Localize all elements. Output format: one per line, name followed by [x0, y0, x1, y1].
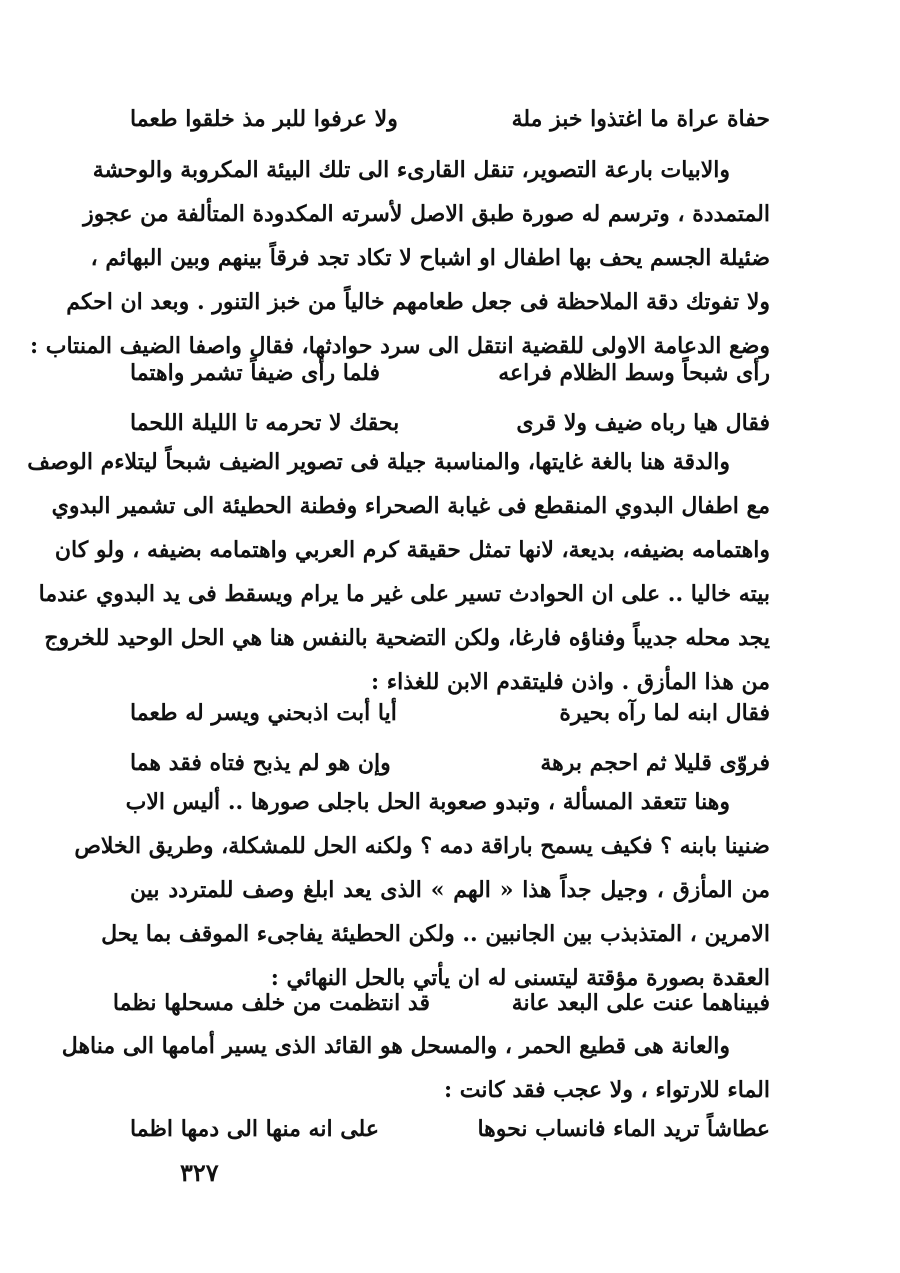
text-line: يجد محله جديباً وفناؤه فارغا، ولكن التضحية بالنفس هنا هي الحل الوحيد للخروج — [44, 625, 770, 651]
verse-block-thirst — [130, 1108, 770, 1158]
verse-second-hemistich: قد انتظمت من خلف مسحلها نظما — [112, 990, 430, 1016]
text-line: ولا تفوتك دقة الملاحظة فى جعل طعامهم خالياً من خبز التنور . وبعد ان احكم — [66, 289, 770, 315]
verse-second-hemistich: أيا أبت اذبحني ويسر له طعما — [130, 700, 397, 726]
verse-first-hemistich: فقال هيا رباه ضيف ولا قرى — [516, 410, 770, 436]
text-line: الامرين ، المتذبذب بين الجانبين .. ولكن الحطيئة يفاجىء الموقف بما يحل — [101, 921, 770, 947]
text-line: والابيات بارعة التصوير، تنقل القارىء الى تلك البيئة المكروبة والوحشة — [92, 157, 730, 183]
text-line: من المأزق ، وجيل جداً هذا « الهم » الذى يعد ابلغ وصف للمتردد بين — [130, 877, 770, 903]
text-line: واهتمامه بضيفه، بديعة، لانها تمثل حقيقة كرم العربي واهتمامه بضيفه ، ولو كان — [54, 537, 770, 563]
verse-first-hemistich: فروّى قليلا ثم احجم برهة — [540, 750, 770, 776]
verse-first-hemistich: عطاشاً تريد الماء فانساب نحوها — [477, 1116, 770, 1142]
verse-second-hemistich: على انه منها الى دمها اظما — [130, 1116, 379, 1142]
paragraph-commentary-3 — [74, 780, 770, 1000]
page-number: ٣٢٧ — [180, 1158, 219, 1187]
text-line: وضع الدعامة الاولى للقضية انتقل الى سرد حوادثها، فقال واصفا الضيف المنتاب : — [29, 333, 770, 359]
text-line: مع اطفال البدوي المنقطع فى غيابة الصحراء وفطنة الحطيئة الى تشمير البدوي — [51, 493, 770, 519]
text-line: بيته خاليا .. على ان الحوادث تسير على غير ما يرام ويسقط فى يد البدوي عندما — [38, 581, 770, 607]
verse-first-hemistich: حفاة عراة ما اغتذوا خبز ملة — [511, 106, 770, 132]
text-line: وهنا تتعقد المسألة ، وتبدو صعوبة الحل باجلى صورها .. أليس الاب — [125, 789, 730, 815]
verse-line — [130, 1108, 770, 1158]
verse-line — [130, 352, 770, 402]
paragraph-commentary-2 — [27, 440, 770, 704]
paragraph-commentary-1 — [29, 148, 770, 368]
text-line: ضئيلة الجسم يحف بها اطفال او اشباح لا تكاد تجد فرقاً بينهم وبين البهائم ، — [90, 245, 770, 271]
text-line: والعانة هى قطيع الحمر ، والمسحل هو القائد الذى يسير أمامها الى مناهل — [61, 1033, 730, 1059]
verse-first-hemistich: رأى شبحاً وسط الظلام فراعه — [498, 360, 770, 386]
verse-second-hemistich: ولا عرفوا للبر مذ خلقوا طعما — [130, 106, 398, 132]
verse-second-hemistich: فلما رأى ضيفاً تشمر واهتما — [130, 360, 380, 386]
verse-block-guest — [130, 352, 770, 452]
paragraph-commentary-4 — [61, 1024, 770, 1112]
verse-first-hemistich: فبيناهما عنت على البعد عانة — [511, 990, 770, 1016]
verse-second-hemistich: وإن هو لم يذبح فتاه فقد هما — [130, 750, 391, 776]
text-line: ضنينا بابنه ؟ فكيف يسمح باراقة دمه ؟ ولكنه الحل للمشكلة، وطريق الخلاص — [74, 833, 770, 859]
text-line: العقدة بصورة مؤقتة ليتسنى له ان يأتي بالحل النهائي : — [270, 965, 770, 991]
text-line: من هذا المأزق . واذن فليتقدم الابن للغذاء : — [371, 669, 770, 695]
text-line: والدقة هنا بالغة غايتها، والمناسبة جيلة فى تصوير الضيف شبحاً ليتلاءم الوصف — [27, 449, 730, 475]
verse-second-hemistich: بحقك لا تحرمه تا الليلة اللحما — [130, 410, 400, 436]
verse-block-son — [130, 692, 770, 792]
verse-line — [130, 692, 770, 742]
verse-block-opening — [130, 98, 770, 148]
text-line: المتمددة ، وترسم له صورة طبق الاصل لأسرته المكدودة المتألفة من عجوز — [83, 201, 770, 227]
text-line: الماء للارتواء ، ولا عجب فقد كانت : — [443, 1077, 770, 1103]
verse-line — [130, 98, 770, 148]
verse-first-hemistich: فقال ابنه لما رآه بحيرة — [559, 700, 770, 726]
